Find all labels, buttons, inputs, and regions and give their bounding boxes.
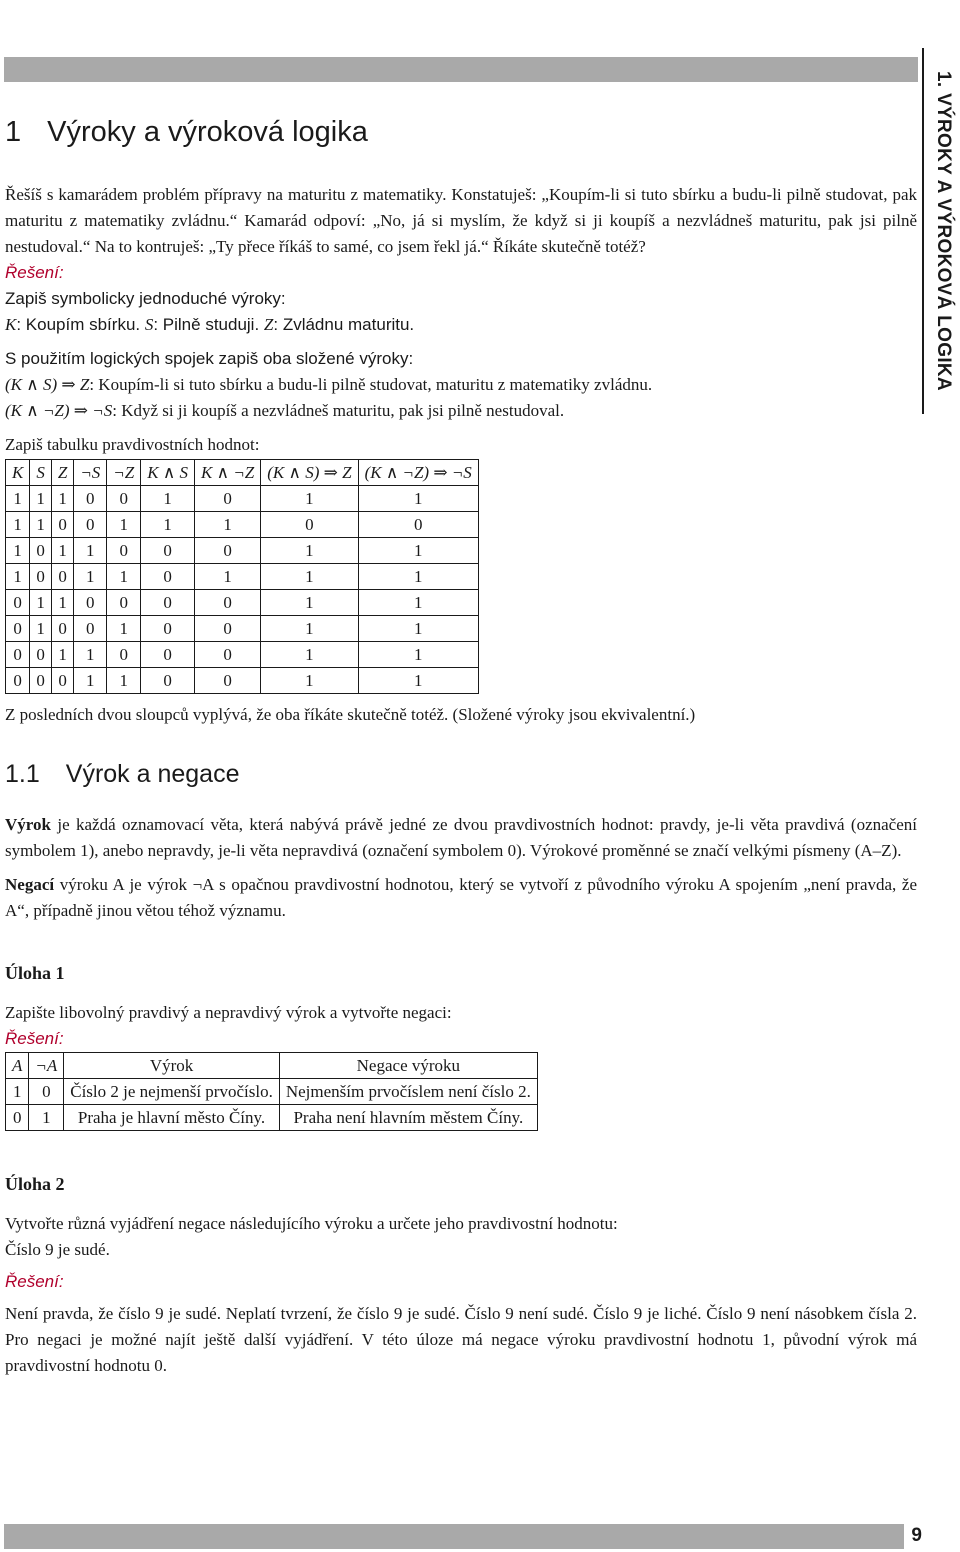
truth-table-cell: 1 [358, 486, 478, 512]
truth-table-row [6, 590, 479, 616]
compound-statement-1 [5, 372, 917, 398]
step-2-text: S použitím logických spojek zapiš oba složené výroky: [5, 349, 414, 368]
truth-table-cell: 1 [358, 642, 478, 668]
truth-table-cell: 0 [195, 590, 261, 616]
truth-table-cell: 0 [74, 616, 107, 642]
truth-table-row [6, 668, 479, 694]
truth-table-cell: 0 [107, 642, 141, 668]
truth-table-row [6, 512, 479, 538]
section-heading [5, 108, 917, 156]
truth-table-cell: 0 [30, 642, 52, 668]
truth-table-cell: 0 [195, 616, 261, 642]
truth-table-cell: 1 [74, 642, 107, 668]
truth-table-row [6, 564, 479, 590]
compound-1-text: : Koupím-li si tuto sbírku a budu-li pilně studovat, maturitu z matematiky zvládnu. [89, 375, 653, 394]
page-content [5, 108, 917, 1379]
truth-table-cell: 0 [30, 564, 52, 590]
truth-table-cell: 0 [51, 616, 73, 642]
chapter-side-tab [928, 48, 958, 414]
truth-table-cell: 0 [74, 486, 107, 512]
intro-paragraph: Řešíš s kamarádem problém přípravy na maturitu z matematiky. Konstatuješ: „Koupím-li si tuto sbírku a budu-li pilně studovat, pak maturitu z matematiky zvládnu.“ Kamarád odpoví: „No, já si myslím, že když si ji koupíš a nezvládneš maturitu, pak jsi pilně nestudoval.“ Na to kontruješ: „Ty přece říkáš to samé, co jsem řekl já.“ Říkáte skutečně totéž? [5, 185, 917, 256]
task-2-statement: Číslo 9 je sudé. [5, 1240, 110, 1259]
truth-table-cell: 1 [74, 668, 107, 694]
truth-table-cell: 1 [261, 642, 358, 668]
truth-table-cell: 1 [358, 590, 478, 616]
definition-term-negation: Negací [5, 875, 55, 894]
step-1-text: Zapiš symbolicky jednoduché výroky: [5, 289, 286, 308]
truth-table-cell: 1 [261, 486, 358, 512]
compound-2-text: : Když si ji koupíš a nezvládneš maturitu, pak jsi pilně nestudoval. [112, 401, 565, 420]
truth-table-cell: 1 [30, 486, 52, 512]
page-number: 9 [911, 1525, 922, 1546]
truth-table-cell: 1 [51, 538, 73, 564]
step-3-text: Zapiš tabulku pravdivostních hodnot: [5, 435, 260, 454]
atom-s-text: : Pilně studuji. [153, 315, 264, 334]
truth-table-cell: 0 [6, 590, 30, 616]
truth-table-cell: 1 [6, 486, 30, 512]
negation-table-row [6, 1079, 538, 1105]
subsection-title: Výrok a negace [65, 760, 240, 788]
atom-z-text: : Zvládnu maturitu. [273, 315, 415, 334]
truth-table-cell: 0 [261, 512, 358, 538]
negation-table-header-cell: ¬A [29, 1053, 64, 1079]
compound-statement-2 [5, 398, 917, 424]
task-2-solution-label: Řešení: [5, 1272, 64, 1291]
truth-table-cell: 1 [30, 590, 52, 616]
truth-table-row [6, 538, 479, 564]
truth-table-cell: 1 [141, 486, 195, 512]
truth-table-cell: 1 [358, 538, 478, 564]
truth-table-header-cell: Z [51, 460, 73, 486]
truth-table-cell: 0 [195, 538, 261, 564]
negation-table-cell: 0 [29, 1079, 64, 1105]
definition-negation: Negací výroku A je výrok ¬A s opačnou pravdivostní hodnotou, který se vytvoří z původního výroku A spojením „není pravda, že A“, případně jinou větou téhož významu. [5, 875, 917, 920]
truth-table-cell: 0 [195, 668, 261, 694]
truth-table-cell: 0 [6, 668, 30, 694]
truth-table-header-cell: (K ∧ S) ⇒ Z [261, 460, 358, 486]
truth-table-cell: 0 [51, 564, 73, 590]
header-bar [4, 57, 918, 82]
negation-table-cell: 1 [6, 1079, 29, 1105]
truth-table-cell: 1 [261, 564, 358, 590]
atom-k-text: : Koupím sbírku. [16, 315, 145, 334]
atom-z-symbol: Z [263, 315, 274, 334]
chapter-side-title: 1. VÝROKY A VÝROKOVÁ LOGIKA [933, 71, 954, 391]
truth-table-cell: 1 [30, 616, 52, 642]
truth-table-cell: 1 [358, 668, 478, 694]
truth-table-cell: 0 [107, 486, 141, 512]
truth-table-cell: 1 [107, 668, 141, 694]
truth-table-cell: 1 [195, 512, 261, 538]
task-2-prompt: Vytvořte různá vyjádření negace následujícího výroku a určete jeho pravdivostní hodnotu: [5, 1214, 618, 1233]
truth-table-cell: 0 [141, 564, 195, 590]
truth-table-header-cell: K ∧ ¬Z [195, 460, 261, 486]
truth-table-cell: 1 [107, 564, 141, 590]
truth-table-cell: 0 [107, 590, 141, 616]
truth-table-cell: 1 [358, 564, 478, 590]
truth-table-cell: 1 [51, 642, 73, 668]
negation-table-cell: Praha není hlavním městem Číny. [279, 1105, 537, 1131]
truth-table-cell: 0 [51, 668, 73, 694]
truth-table-cell: 1 [261, 538, 358, 564]
task-2-title: Úloha 2 [5, 1174, 65, 1194]
truth-table-cell: 1 [6, 512, 30, 538]
solution-label: Řešení: [5, 263, 64, 282]
truth-table-cell: 1 [74, 564, 107, 590]
negation-table-header-cell: Výrok [64, 1053, 280, 1079]
subsection-number: 1.1 [5, 760, 40, 788]
negation-table [5, 1052, 538, 1131]
negation-table-cell: Nejmenším prvočíslem není číslo 2. [279, 1079, 537, 1105]
atom-s-symbol: S [144, 315, 154, 334]
truth-table-cell: 0 [74, 512, 107, 538]
truth-table-cell: 0 [51, 512, 73, 538]
negation-table-cell: Číslo 2 je nejmenší prvočíslo. [64, 1079, 280, 1105]
task-1-prompt: Zapište libovolný pravdivý a nepravdivý výrok a vytvořte negaci: [5, 1003, 452, 1022]
truth-table-cell: 1 [74, 538, 107, 564]
truth-table-header-row [6, 460, 479, 486]
truth-table-cell: 1 [107, 616, 141, 642]
compound-2-formula: (K ∧ ¬Z) ⇒ ¬S [5, 401, 113, 420]
truth-table-cell: 0 [141, 616, 195, 642]
negation-table-header-cell: A [6, 1053, 29, 1079]
negation-table-header-row [6, 1053, 538, 1079]
definition-term-statement: Výrok [5, 815, 51, 834]
negation-table-row [6, 1105, 538, 1131]
truth-table-cell: 1 [261, 590, 358, 616]
truth-table-header-cell: K [6, 460, 30, 486]
footer-bar [4, 1524, 904, 1549]
truth-table-cell: 0 [358, 512, 478, 538]
truth-table-cell: 0 [74, 590, 107, 616]
truth-table-cell: 0 [6, 616, 30, 642]
truth-table-cell: 0 [30, 668, 52, 694]
task-1-solution-label: Řešení: [5, 1029, 64, 1048]
truth-table-cell: 0 [141, 538, 195, 564]
truth-table-header-cell: S [30, 460, 52, 486]
truth-table-cell: 0 [141, 642, 195, 668]
truth-table-cell: 1 [6, 564, 30, 590]
truth-table-cell: 1 [261, 668, 358, 694]
truth-table-cell: 1 [51, 486, 73, 512]
atom-k-symbol: K [5, 315, 17, 334]
truth-table-header-cell: ¬S [74, 460, 107, 486]
truth-table-cell: 0 [30, 538, 52, 564]
section-number: 1 [5, 116, 22, 148]
truth-table-row [6, 642, 479, 668]
truth-table-cell: 1 [195, 564, 261, 590]
negation-table-cell: 0 [6, 1105, 29, 1131]
conclusion-text: Z posledních dvou sloupců vyplývá, že oba říkáte skutečně totéž. (Složené výroky jsou ekvivalentní.) [5, 705, 696, 724]
truth-table-cell: 0 [195, 486, 261, 512]
atomic-statements [5, 312, 917, 338]
task-1-title: Úloha 1 [5, 963, 65, 983]
truth-table-cell: 1 [261, 616, 358, 642]
truth-table-header-cell: K ∧ S [141, 460, 195, 486]
truth-table-cell: 0 [141, 668, 195, 694]
truth-table-cell: 1 [141, 512, 195, 538]
truth-table-cell: 0 [6, 642, 30, 668]
negation-table-cell: Praha je hlavní město Číny. [64, 1105, 280, 1131]
truth-table-cell: 1 [51, 590, 73, 616]
truth-table-cell: 0 [195, 642, 261, 668]
truth-table-cell: 1 [30, 512, 52, 538]
truth-table-cell: 0 [141, 590, 195, 616]
compound-1-formula: (K ∧ S) ⇒ Z [5, 375, 90, 394]
section-title: Výroky a výroková logika [47, 116, 368, 148]
negation-table-cell: 1 [29, 1105, 64, 1131]
truth-table [5, 459, 479, 694]
side-tab-rule [922, 48, 924, 414]
truth-table-header-cell: ¬Z [107, 460, 141, 486]
truth-table-header-cell: (K ∧ ¬Z) ⇒ ¬S [358, 460, 478, 486]
subsection-heading [5, 758, 917, 790]
task-2-answer: Není pravda, že číslo 9 je sudé. Neplatí tvrzení, že číslo 9 je sudé. Číslo 9 není sudé. Číslo 9 je liché. Číslo 9 není násobkem čísla 2. Pro negaci je možné najít ještě další vyjádření. V této úloze má negace výroku pravdivostní hodnotu 1, původní výrok má pravdivostní hodnotu 0. [5, 1304, 917, 1375]
truth-table-row [6, 616, 479, 642]
definition-statement: Výrok je každá oznamovací věta, která nabývá právě jedné ze dvou pravdivostních hodnot: pravdy, je-li věta pravdivá (označení symbolem 1), anebo nepravdy, je-li věta nepravdivá (označení symbolem 0). Výrokové proměnné se značí velkými písmeny (A–Z). [5, 815, 917, 860]
truth-table-cell: 1 [358, 616, 478, 642]
truth-table-row [6, 486, 479, 512]
truth-table-cell: 1 [107, 512, 141, 538]
truth-table-cell: 0 [107, 538, 141, 564]
truth-table-cell: 1 [6, 538, 30, 564]
negation-table-header-cell: Negace výroku [279, 1053, 537, 1079]
